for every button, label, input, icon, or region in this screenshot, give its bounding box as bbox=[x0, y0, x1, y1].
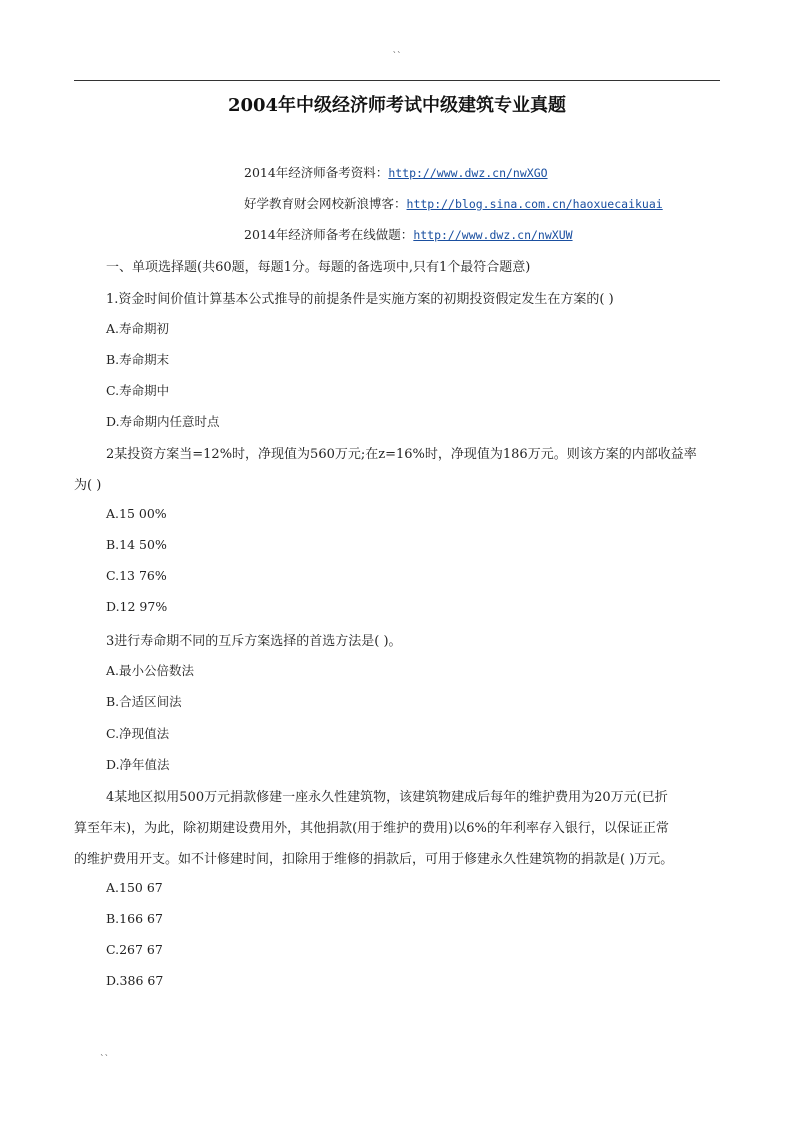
question-3-stem: 3进行寿命期不同的互斥方案选择的首选方法是( )。 bbox=[106, 634, 402, 649]
question-4-option-a: A.150 67 bbox=[106, 880, 163, 895]
document-title: 2004年中级经济师考试中级建筑专业真题 bbox=[227, 95, 567, 116]
link-label: 2014年经济师备考资料： bbox=[244, 165, 389, 180]
question-4-option-b: B.166 67 bbox=[106, 911, 163, 926]
question-3-option-c: C.净现值法 bbox=[106, 726, 170, 741]
materials-link[interactable]: http://www.dwz.cn/nwXGO bbox=[388, 166, 548, 180]
link-label: 好学教育财会网校新浪博客： bbox=[244, 196, 407, 211]
question-2-stem: 2某投资方案当=12%时，净现值为560万元;在z=16%时，净现值为186万元。则该方案的内部收益率 bbox=[106, 447, 697, 462]
question-2-option-b: B.14 50% bbox=[106, 537, 167, 552]
question-2-option-d: D.12 97% bbox=[106, 599, 168, 614]
question-1-option-c: C.寿命期中 bbox=[106, 383, 170, 398]
question-1-option-b: B.寿命期末 bbox=[106, 352, 170, 367]
header-rule bbox=[74, 80, 720, 81]
question-1-option-a: A.寿命期初 bbox=[106, 321, 170, 336]
question-1-option-d: D.寿命期内任意时点 bbox=[106, 414, 220, 429]
link-label: 2014年经济师备考在线做题： bbox=[244, 227, 414, 242]
section-heading: 一、单项选择题(共60题，每题1分。每题的备选项中,只有1个最符合题意) bbox=[106, 260, 531, 275]
question-4-option-d: D.386 67 bbox=[106, 973, 164, 988]
practice-link[interactable]: http://www.dwz.cn/nwXUW bbox=[413, 228, 573, 242]
question-2-option-a: A.15 00% bbox=[106, 506, 167, 521]
question-2-stem-cont: 为( ) bbox=[74, 478, 102, 493]
question-4-stem: 4某地区拟用500万元捐款修建一座永久性建筑物，该建筑物建成后每年的维护费用为20万元(已折 bbox=[106, 790, 668, 805]
question-4-stem-cont-1: 算至年末)，为此，除初期建设费用外，其他捐款(用于维护的费用)以6%的年利率存入银行，以保证正常 bbox=[74, 821, 669, 836]
link-row-practice bbox=[244, 225, 573, 243]
question-3-option-d: D.净年值法 bbox=[106, 757, 170, 772]
question-3-option-a: A.最小公倍数法 bbox=[106, 663, 195, 678]
question-1-stem: 1.资金时间价值计算基本公式推导的前提条件是实施方案的初期投资假定发生在方案的( ) bbox=[106, 292, 614, 307]
link-row-blog bbox=[244, 194, 663, 212]
question-4-stem-cont-2: 的维护费用开支。如不计修建时间，扣除用于维修的捐款后，可用于修建永久性建筑物的捐款是( )万元。 bbox=[74, 852, 674, 867]
footer-mark: `` bbox=[100, 1055, 109, 1065]
header-mark: `` bbox=[392, 52, 402, 62]
question-4-option-c: C.267 67 bbox=[106, 942, 163, 957]
question-3-option-b: B.合适区间法 bbox=[106, 694, 182, 709]
blog-link[interactable]: http://blog.sina.com.cn/haoxuecaikuai bbox=[406, 197, 663, 211]
question-2-option-c: C.13 76% bbox=[106, 568, 167, 583]
link-row-materials bbox=[244, 163, 548, 181]
